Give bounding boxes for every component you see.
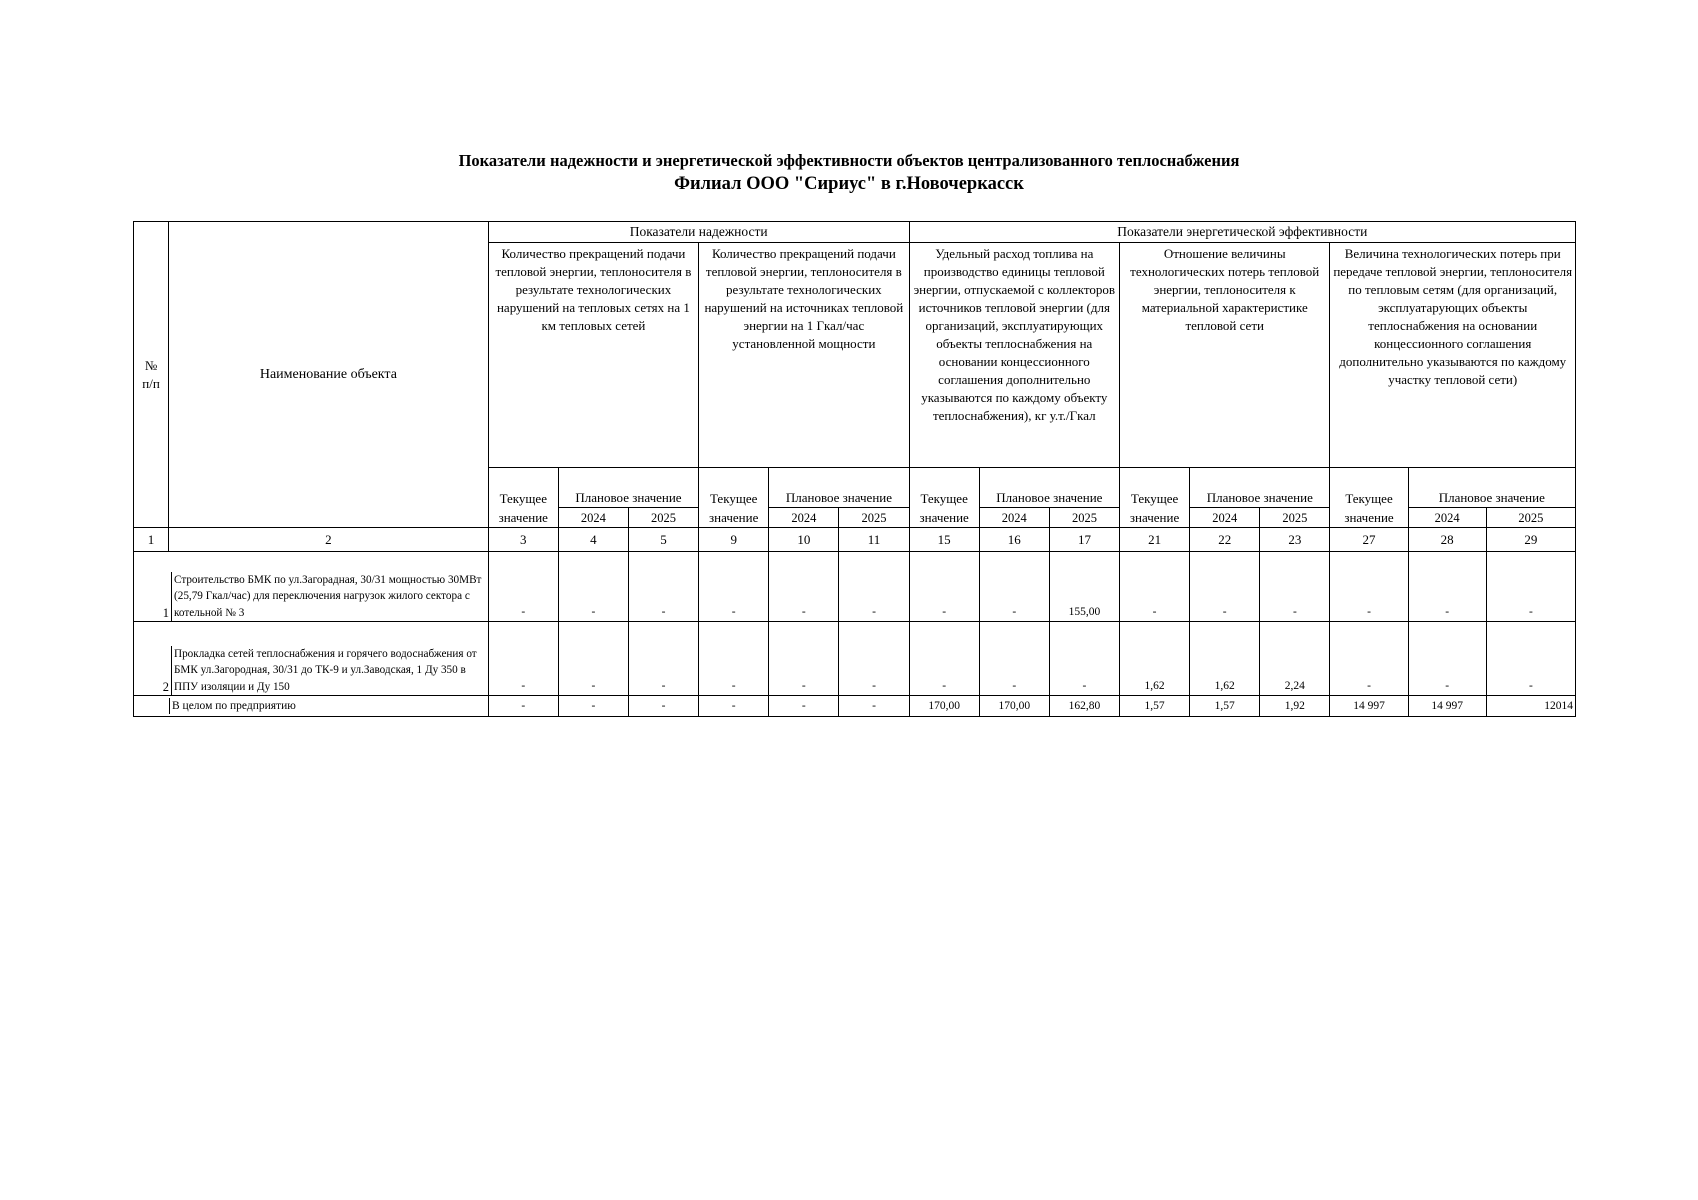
- header-year-2025: 2025: [1486, 508, 1575, 528]
- total-value: -: [628, 696, 698, 717]
- row-value: -: [839, 552, 909, 622]
- row-index: 1: [162, 605, 169, 620]
- total-value: 1,57: [1190, 696, 1260, 717]
- column-number-row: [134, 528, 1576, 552]
- column-number: 22: [1190, 528, 1260, 552]
- row-value: -: [1120, 552, 1190, 622]
- header-year-2024: 2024: [769, 508, 839, 528]
- header-current-value: Текущее значение: [1120, 468, 1190, 528]
- row-value: 2,24: [1260, 622, 1330, 696]
- row-object-name: Прокладка сетей теплоснабжения и горячего водоснабжения от БМК ул.Загородная, 30/31 до ТК-9 и ул.Заводская, 1 Ду 350 в ППУ изоляции и Ду 150: [171, 646, 486, 696]
- column-number: 21: [1120, 528, 1190, 552]
- row-object-name: Строительство БМК по ул.Загорадная, 30/31 мощностью 30МВт (25,79 Гкал/час) для переключения нагрузок жилого сектора с котельной № 3: [171, 572, 486, 622]
- indicators-table: [133, 221, 1576, 717]
- row-value: -: [769, 552, 839, 622]
- total-value: 170,00: [909, 696, 979, 717]
- column-number: 1: [134, 528, 169, 552]
- row-value: -: [909, 622, 979, 696]
- row-value: -: [699, 552, 769, 622]
- total-row: [134, 696, 1576, 717]
- total-value: -: [839, 696, 909, 717]
- total-label: В целом по предприятию: [169, 698, 488, 714]
- total-value: 14 997: [1330, 696, 1408, 717]
- header-current-value: Текущее значение: [909, 468, 979, 528]
- header-object-name: Наименование объекта: [169, 222, 489, 528]
- total-value: -: [699, 696, 769, 717]
- row-value: -: [1486, 622, 1575, 696]
- report-title: [0, 150, 1698, 196]
- header-year-2025: 2025: [1049, 508, 1119, 528]
- row-value: -: [839, 622, 909, 696]
- row-value: -: [558, 622, 628, 696]
- row-value: -: [1260, 552, 1330, 622]
- row-value: -: [558, 552, 628, 622]
- total-value: -: [488, 696, 558, 717]
- indicator-source-interruptions: Количество прекращений подачи тепловой энергии, теплоносителя в результате технологических нарушений на источниках тепловой энергии на 1 Гкал/час установленной мощности: [699, 243, 909, 468]
- header-year-2024: 2024: [558, 508, 628, 528]
- row-value: 1,62: [1190, 622, 1260, 696]
- header-year-2025: 2025: [1260, 508, 1330, 528]
- table-row: [134, 552, 1576, 622]
- column-number: 23: [1260, 528, 1330, 552]
- title-organization: Филиал ООО "Сириус" в г.Новочеркасск: [674, 174, 1024, 194]
- header-year-2024: 2024: [979, 508, 1049, 528]
- row-value: -: [1049, 622, 1119, 696]
- header-planned-value: Плановое значение: [1408, 468, 1575, 508]
- row-value: -: [628, 552, 698, 622]
- header-efficiency-group: Показатели энергетической эффективности: [909, 222, 1575, 243]
- indicator-technological-losses: Величина технологических потерь при передаче тепловой энергии, теплоносителя по тепловым сетям (для организаций, эксплуатарующих объекты теплоснабжения на основании концессионного соглашения дополнительно указываются по каждому участку тепловой сети): [1330, 243, 1576, 468]
- total-value: -: [769, 696, 839, 717]
- header-year-2025: 2025: [628, 508, 698, 528]
- header-current-value: Текущее значение: [488, 468, 558, 528]
- total-value: 14 997: [1408, 696, 1486, 717]
- header-planned-value: Плановое значение: [558, 468, 698, 508]
- column-number: 17: [1049, 528, 1119, 552]
- column-number: 5: [628, 528, 698, 552]
- row-value: -: [1486, 552, 1575, 622]
- row-object: [134, 622, 489, 696]
- row-value: -: [1408, 622, 1486, 696]
- row-value: -: [699, 622, 769, 696]
- column-number: 10: [769, 528, 839, 552]
- table-row: [134, 622, 1576, 696]
- total-row-object: [134, 696, 489, 717]
- row-value: -: [769, 622, 839, 696]
- header-group-row: [134, 222, 1576, 243]
- header-planned-value: Плановое значение: [979, 468, 1119, 508]
- total-value: 1,92: [1260, 696, 1330, 717]
- header-planned-value: Плановое значение: [1190, 468, 1330, 508]
- row-value: 155,00: [1049, 552, 1119, 622]
- row-object: [134, 552, 489, 622]
- row-value: -: [979, 552, 1049, 622]
- header-year-2024: 2024: [1408, 508, 1486, 528]
- row-value: -: [1408, 552, 1486, 622]
- total-value: 12014: [1486, 696, 1575, 717]
- row-value: -: [488, 552, 558, 622]
- column-number: 9: [699, 528, 769, 552]
- header-reliability-group: Показатели надежности: [488, 222, 909, 243]
- total-value: -: [558, 696, 628, 717]
- row-value: -: [488, 622, 558, 696]
- column-number: 4: [558, 528, 628, 552]
- title-main: Показатели надежности и энергетической эффективности объектов централизованного теплоснабжения: [458, 151, 1240, 170]
- column-number: 2: [169, 528, 489, 552]
- total-value: 1,57: [1120, 696, 1190, 717]
- total-value: 170,00: [979, 696, 1049, 717]
- row-value: -: [1330, 622, 1408, 696]
- header-current-value: Текущее значение: [1330, 468, 1408, 528]
- total-value: 162,80: [1049, 696, 1119, 717]
- row-value: -: [1330, 552, 1408, 622]
- row-index: 2: [162, 679, 169, 694]
- indicator-fuel-consumption: Удельный расход топлива на производство единицы тепловой энергии, отпускаемой с коллекторов источников тепловой энергии (для организаций, эксплуатирующих объекты теплоснабжения на основании концессионного соглашения дополнительно указываются по каждому объекту теплоснабжения), кг у.т./Гкал: [909, 243, 1119, 468]
- header-no: № п/п: [134, 222, 169, 528]
- column-number: 27: [1330, 528, 1408, 552]
- column-number: 28: [1408, 528, 1486, 552]
- column-number: 11: [839, 528, 909, 552]
- header-current-value: Текущее значение: [699, 468, 769, 528]
- header-year-2025: 2025: [839, 508, 909, 528]
- row-value: -: [628, 622, 698, 696]
- header-planned-value: Плановое значение: [769, 468, 909, 508]
- row-value: -: [979, 622, 1049, 696]
- indicator-loss-ratio: Отношение величины технологических потерь тепловой энергии, теплоносителя к материальной характеристике тепловой сети: [1120, 243, 1330, 468]
- column-number: 29: [1486, 528, 1575, 552]
- header-year-2024: 2024: [1190, 508, 1260, 528]
- column-number: 3: [488, 528, 558, 552]
- row-value: -: [909, 552, 979, 622]
- indicator-network-interruptions: Количество прекращений подачи тепловой энергии, теплоносителя в результате технологических нарушений на тепловых сетях на 1 км тепловых сетей: [488, 243, 698, 468]
- row-value: -: [1190, 552, 1260, 622]
- column-number: 16: [979, 528, 1049, 552]
- column-number: 15: [909, 528, 979, 552]
- row-value: 1,62: [1120, 622, 1190, 696]
